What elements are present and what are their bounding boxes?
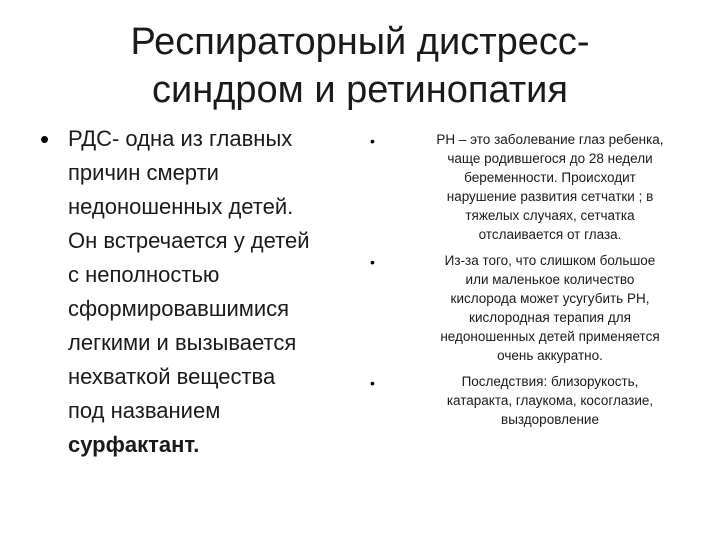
left-line: с неполностью [68, 262, 220, 287]
right-line: кислородная терапия для [469, 310, 631, 325]
right-list-item [370, 130, 700, 244]
title-line-2: синдром и ретинопатия [152, 69, 568, 111]
left-line: РДС- одна из главных [68, 126, 293, 151]
right-line: Последствия: близорукость, [461, 374, 639, 389]
left-line: нехваткой вещества [68, 364, 276, 389]
right-item-text [400, 130, 700, 244]
left-paragraph [68, 122, 368, 462]
right-column [370, 130, 700, 436]
right-line: кислорода может усугубить РН, [450, 291, 650, 306]
bullet-icon: • [370, 254, 375, 270]
left-line: причин смерти [68, 160, 219, 185]
right-line: выздоровление [501, 412, 599, 427]
right-line: беременности. Происходит [464, 170, 636, 185]
right-line: РН – это заболевание глаз ребенка, [436, 132, 664, 147]
right-item-text [400, 372, 700, 429]
title-line-1: Респираторный дистресс- [130, 21, 590, 63]
right-line: очень аккуратно. [497, 348, 603, 363]
right-line: нарушение развития сетчатки ; в [446, 189, 654, 204]
left-line: недоношенных детей. [68, 194, 294, 219]
bullet-icon: • [370, 133, 375, 149]
right-line: Из-за того, что слишком большое [444, 253, 656, 268]
right-line: недоношенных детей применяется [440, 329, 660, 344]
right-list-item [370, 372, 700, 429]
left-line: сформировавшимися [68, 296, 290, 321]
left-line: легкими и вызывается [68, 330, 297, 355]
left-line: под названием [68, 398, 221, 423]
slide-title [60, 18, 660, 114]
bold-term: сурфактант. [68, 432, 200, 457]
right-line: отслаивается от глаза. [478, 227, 622, 242]
right-line: тяжелых случаях, сетчатка [465, 208, 635, 223]
right-list-item [370, 251, 700, 365]
right-line: или маленькое количество [465, 272, 635, 287]
right-line: чаще родившегося до 28 недели [447, 151, 653, 166]
left-line: Он встречается у детей [68, 228, 310, 253]
bullet-icon: • [40, 124, 50, 154]
right-line: катаракта, глаукома, косоглазие, [446, 393, 654, 408]
bullet-icon: • [370, 375, 375, 391]
right-item-text [400, 251, 700, 365]
